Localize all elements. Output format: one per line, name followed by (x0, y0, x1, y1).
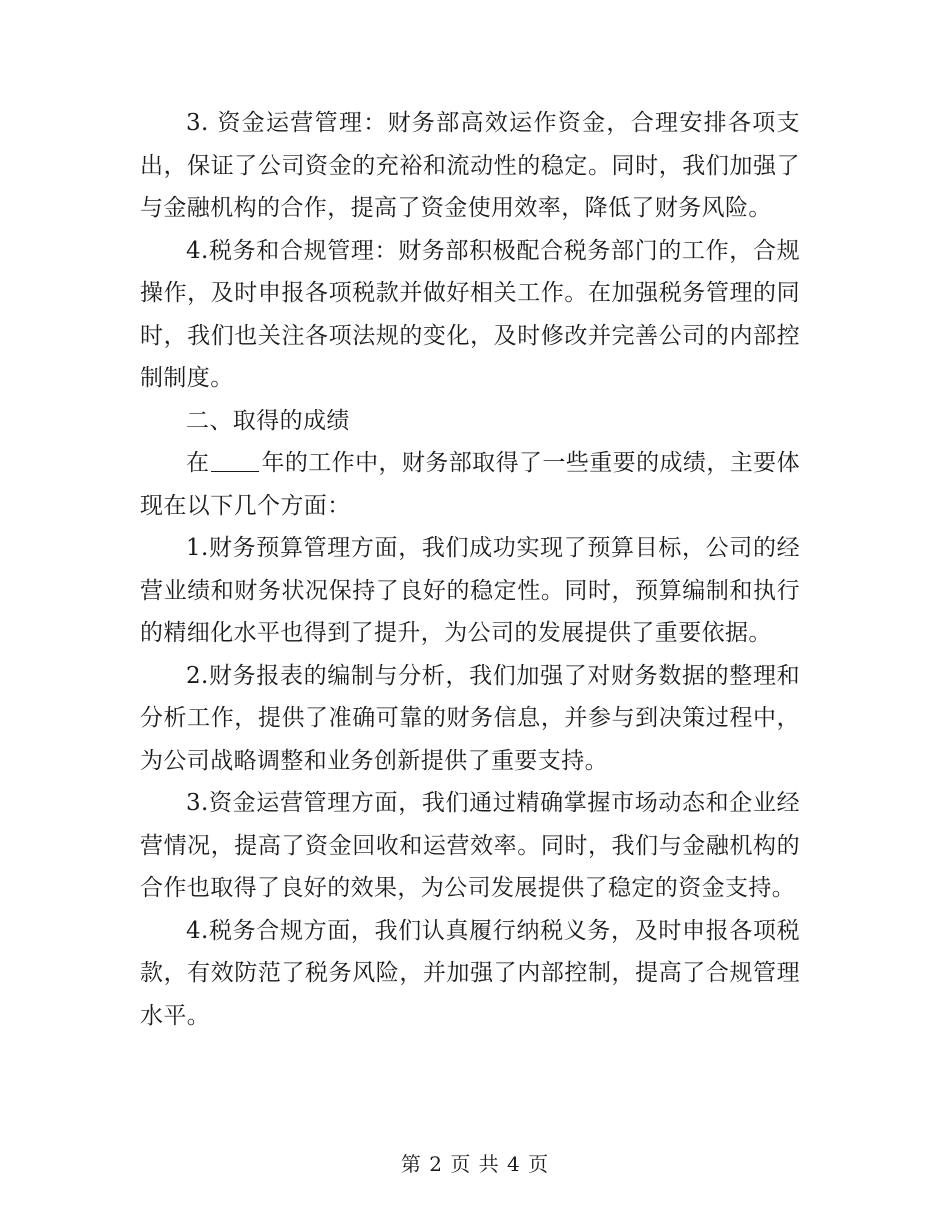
document-body (140, 102, 800, 1037)
intro-suffix: 年的工作中，财务部取得了一些重要的成绩，主要体现在以下几个方面： (140, 450, 800, 519)
intro-prefix: 在 (186, 450, 210, 476)
paragraph-capital-achievements: 3.资金运营管理方面，我们通过精确掌握市场动态和企业经营情况，提高了资金回收和运营效率。同时，我们与金融机构的合作也取得了良好的效果，为公司发展提供了稳定的资金支持。 (140, 790, 800, 901)
paragraph-tax-achievements: 4.税务合规方面，我们认真履行纳税义务，及时申报各项税款，有效防范了税务风险，并加强了内部控制，提高了合规管理水平。 (140, 917, 800, 1029)
year-blank (211, 449, 259, 472)
paragraph-tax-compliance: 4.税务和合规管理：财务部积极配合税务部门的工作，合规操作，及时申报各项税款并做好相关工作。在加强税务管理的同时，我们也关注各项法规的变化，及时修改并完善公司的内部控制制度。 (140, 237, 800, 391)
section-heading-achievements: 二、取得的成绩 (186, 407, 350, 434)
paragraph-financial-reports: 2.财务报表的编制与分析，我们加强了对财务数据的整理和分析工作，提供了准确可靠的财务信息，并参与到决策过程中，为公司战略调整和业务创新提供了重要支持。 (140, 662, 800, 774)
paragraph-budget-management: 1.财务预算管理方面，我们成功实现了预算目标，公司的经营业绩和财务状况保持了良好的稳定性。同时，预算编制和执行的精细化水平也得到了提升，为公司的发展提供了重要依据。 (140, 535, 800, 646)
paragraph-capital-operations: 3. 资金运营管理：财务部高效运作资金，合理安排各项支出，保证了公司资金的充裕和流动性的稳定。同时，我们加强了与金融机构的合作，提高了资金使用效率，降低了财务风险。 (140, 110, 800, 221)
page-footer: 第 2 页 共 4 页 (400, 1152, 550, 1176)
paragraph-achievements-intro (140, 442, 800, 527)
